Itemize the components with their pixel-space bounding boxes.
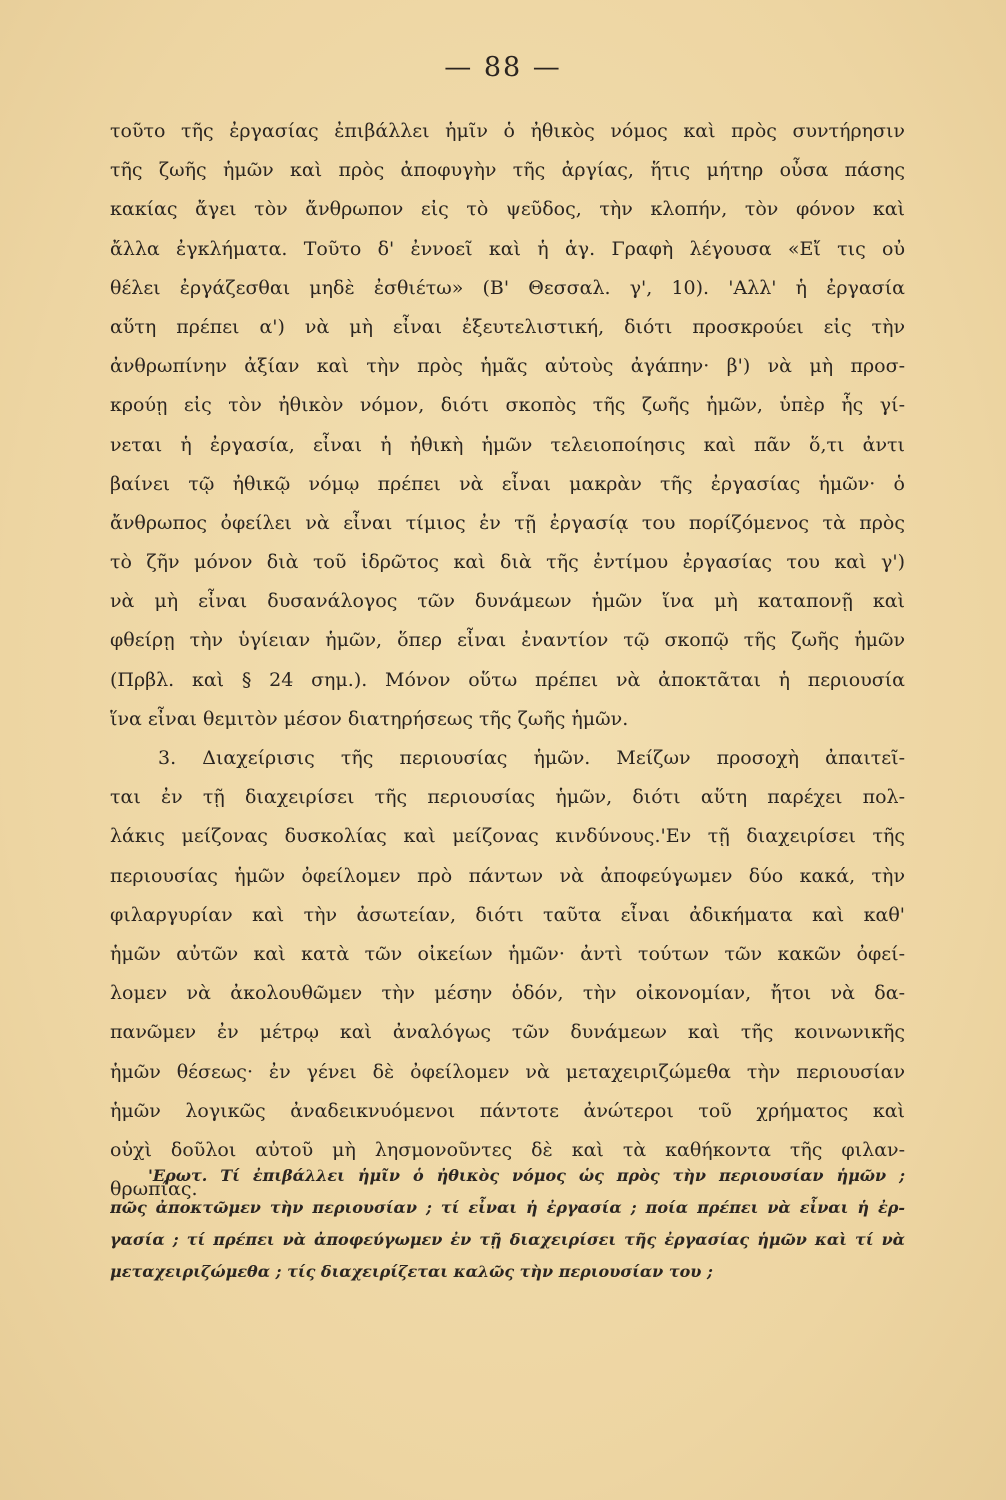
text-line: αὕτη πρέπει α') νὰ μὴ εἶναι ἐξευτελιστική, διότι προσκρούει εἰς τὴν (110, 315, 905, 338)
review-questions (110, 1160, 905, 1288)
text-line: ἡμῶν αὐτῶν καὶ κατὰ τῶν οἰκείων ἡμῶν· ἀντὶ τούτων τῶν κακῶν ὀφεί- (110, 942, 905, 965)
text-line: πανῶμεν ἐν μέτρῳ καὶ ἀναλόγως τῶν δυνάμεων καὶ τῆς κοινωνικῆς (110, 1021, 905, 1044)
text-line: ἄνθρωπος ὀφείλει νὰ εἶναι τίμιος ἐν τῇ ἐργασίᾳ του πορίζόμενος τὰ πρὸς (110, 511, 905, 534)
body-text (110, 112, 905, 1209)
question-line: μεταχειριζώμεθα ; τίς διαχειρίζεται καλῶς τὴν περιουσίαν του ; (110, 1262, 713, 1281)
text-line: νὰ μὴ εἶναι δυσανάλογος τῶν δυνάμεων ἡμῶν ἵνα μὴ καταπονῇ καὶ (110, 590, 905, 613)
text-line: φιλαργυρίαν καὶ τὴν ἀσωτείαν, διότι ταῦτα εἶναι ἀδικήματα καὶ καθ' (110, 903, 905, 926)
text-line: θρωπίας. (110, 1178, 198, 1201)
text-line: τῆς ζωῆς ἡμῶν καὶ πρὸς ἀποφυγὴν τῆς ἀργίας, ἥτις μήτηρ οὖσα πάσης (110, 159, 905, 182)
text-line: ἄλλα ἐγκλήματα. Τοῦτο δ' ἐννοεῖ καὶ ἡ ἁγ. Γραφὴ λέγουσα «Εἴ τις οὐ (110, 237, 905, 260)
text-line: θέλει ἐργάζεσθαι μηδὲ ἐσθιέτω» (Β' Θεσσαλ. γ', 10). 'Αλλ' ἡ ἐργασία (110, 276, 905, 299)
text-line: λάκις μείζονας δυσκολίας καὶ μείζονας κινδύνους.'Εν τῇ διαχειρίσει τῆς (110, 825, 905, 848)
text-line: τοῦτο τῆς ἐργασίας ἐπιβάλλει ἡμῖν ὁ ἠθικὸς νόμος καὶ πρὸς συντήρησιν (110, 120, 905, 142)
text-line: ἡμῶν θέσεως· ἐν γένει δὲ ὀφείλομεν νὰ μεταχειριζώμεθα τὴν περιουσίαν (110, 1060, 905, 1083)
text-line: νεται ἡ ἐργασία, εἶναι ἡ ἠθικὴ ἡμῶν τελειοποίησις καὶ πᾶν ὅ,τι ἀντι (110, 433, 905, 456)
text-line: κακίας ἄγει τὸν ἄνθρωπον εἰς τὸ ψεῦδος, τὴν κλοπήν, τὸν φόνον καὶ (110, 198, 905, 221)
text-line: κρούῃ εἰς τὸν ἠθικὸν νόμον, διότι σκοπὸς τῆς ζωῆς ἡμῶν, ὑπὲρ ἧς γί- (110, 394, 905, 417)
text-line: ἀνθρωπίνην ἀξίαν καὶ τὴν πρὸς ἡμᾶς αὐτοὺς ἀγάπην· β') νὰ μὴ προσ- (110, 355, 905, 378)
text-line: (Πρβλ. καὶ § 24 σημ.). Μόνον οὕτω πρέπει νὰ ἀποκτᾶται ἡ περιουσία (110, 668, 905, 691)
text-line: φθείρῃ τὴν ὑγίειαν ἡμῶν, ὅπερ εἶναι ἐναντίον τῷ σκοπῷ τῆς ζωῆς ἡμῶν (110, 629, 905, 652)
question-line: πῶς ἀποκτῶμεν τὴν περιουσίαν ; τί εἶναι ἡ ἐργασία ; ποία πρέπει νὰ εἶναι ἡ ἐρ- (110, 1198, 905, 1217)
text-line: οὐχὶ δοῦλοι αὐτοῦ μὴ λησμονοῦντες δὲ καὶ τὰ καθήκοντα τῆς φιλαν- (110, 1138, 905, 1161)
text-line: βαίνει τῷ ἠθικῷ νόμῳ πρέπει νὰ εἶναι μακρὰν τῆς ἐργασίας ἡμῶν· ὁ (110, 472, 905, 495)
text-line: ἵνα εἶναι θεμιτὸν μέσον διατηρήσεως τῆς ζωῆς ἡμῶν. (110, 707, 629, 730)
question-line: 'Ερωτ. Τί ἐπιβάλλει ἡμῖν ὁ ἠθικὸς νόμος ὡς πρὸς τὴν περιουσίαν ἡμῶν ; (148, 1166, 905, 1185)
text-line: περιουσίας ἡμῶν ὀφείλομεν πρὸ πάντων νὰ ἀποφεύγωμεν δύο κακά, τὴν (110, 864, 905, 887)
question-line: γασία ; τί πρέπει νὰ ἀποφεύγωμεν ἐν τῇ διαχειρίσει τῆς ἐργασίας ἡμῶν καὶ τί νὰ (110, 1230, 905, 1249)
text-line: ται ἐν τῇ διαχειρίσει τῆς περιουσίας ἡμῶν, διότι αὕτη παρέχει πολ- (110, 786, 905, 809)
page-number: — 88 — (444, 52, 562, 83)
text-line: λομεν νὰ ἀκολουθῶμεν τὴν μέσην ὁδόν, τὴν οἰκονομίαν, ἤτοι νὰ δα- (110, 982, 905, 1005)
text-line: ἡμῶν λογικῶς ἀναδεικνυόμενοι πάντοτε ἀνώτεροι τοῦ χρήματος καὶ (110, 1099, 905, 1122)
section-heading-line: 3. Διαχείρισις τῆς περιουσίας ἡμῶν. Μείζων προσοχὴ ἀπαιτεῖ- (158, 747, 905, 769)
text-line: τὸ ζῆν μόνον διὰ τοῦ ἱδρῶτος καὶ διὰ τῆς ἐντίμου ἐργασίας του καὶ γ') (110, 551, 905, 574)
